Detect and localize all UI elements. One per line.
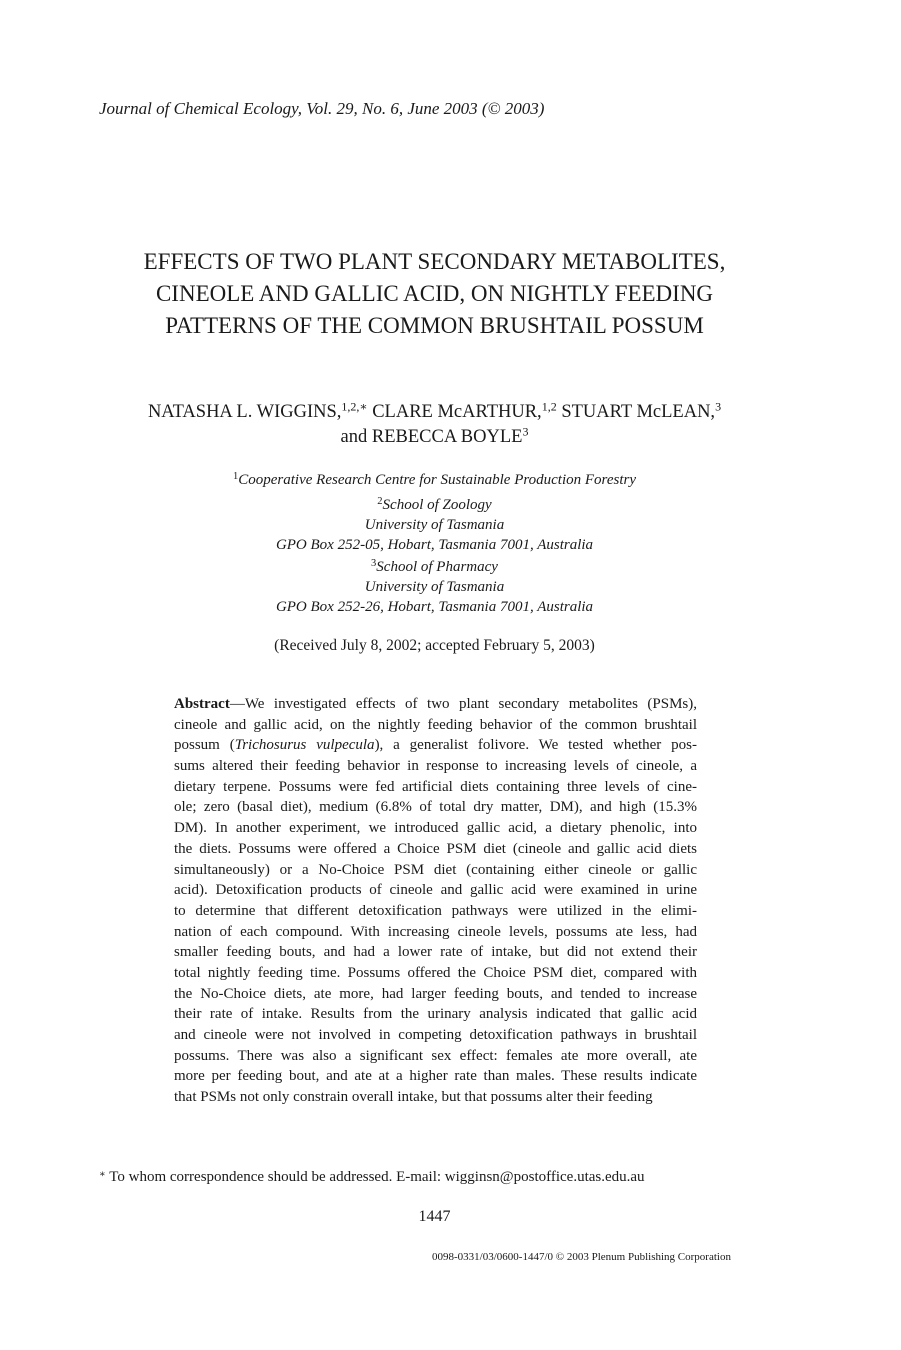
affiliation-3 bbox=[0, 557, 869, 617]
affiliation-text: School of Zoology bbox=[382, 497, 492, 513]
page-number: 1447 bbox=[418, 1208, 451, 1225]
abstract-line: smaller feeding bouts, and had a lower rate of intake, but did not extend their bbox=[174, 944, 697, 961]
abstract-line: ole; zero (basal diet), medium (6.8% of total dry matter, DM), and high (15.3% bbox=[174, 799, 697, 816]
abstract-line: acid). Detoxification products of cineole and gallic acid were examined in urine bbox=[174, 882, 697, 899]
copyright-line: 0098-0331/03/0600-1447/0 © 2003 Plenum Publishing Corporation bbox=[432, 1251, 731, 1263]
abstract-line: that PSMs not only constrain overall intake, but that possums alter their feeding bbox=[174, 1089, 653, 1106]
author-affiliation-mark: 3 bbox=[715, 399, 722, 414]
species-name: Trichosurus vulpecula bbox=[234, 737, 375, 754]
abstract-line: DM). In another experiment, we introduced gallic acid, a dietary phenolic, into bbox=[174, 820, 697, 837]
abstract-line: simultaneously) or a No-Choice PSM diet (containing either cineole or gallic bbox=[174, 861, 697, 878]
abstract-heading: Abstract bbox=[174, 696, 230, 712]
journal-citation: Journal of Chemical Ecology, Vol. 29, No. 6, June 2003 (© 2003) bbox=[99, 99, 545, 118]
affiliation-line: GPO Box 252-05, Hobart, Tasmania 7001, Australia bbox=[275, 537, 594, 553]
affiliation-line bbox=[0, 495, 869, 515]
received-dates: (Received July 8, 2002; accepted February 5, 2003) bbox=[274, 637, 595, 654]
abstract-line: to determine that different detoxification pathways were utilized in the elimi- bbox=[174, 902, 697, 919]
abstract-line: possums. There was also a significant sex effect: females ate more overall, ate bbox=[174, 1047, 697, 1064]
author-affiliation-mark: 3 bbox=[522, 424, 529, 439]
affiliation-text: Cooperative Research Centre for Sustainable Production Forestry bbox=[238, 472, 636, 488]
title-line: CINEOLE AND GALLIC ACID, ON NIGHTLY FEEDING bbox=[155, 281, 714, 306]
author-name: CLARE McARTHUR, bbox=[367, 402, 542, 422]
affiliation-line: University of Tasmania bbox=[364, 579, 505, 595]
abstract-line: total nightly feeding time. Possums offered the Choice PSM diet, compared with bbox=[174, 964, 697, 981]
footnote-text: To whom correspondence should be addressed. E-mail: wigginsn@postoffice.utas.edu.au bbox=[105, 1169, 645, 1185]
affiliation-text: School of Pharmacy bbox=[376, 559, 498, 575]
abstract-line: and cineole were not involved in competing detoxification pathways in brushtail bbox=[174, 1027, 697, 1043]
author-affiliation-mark: 1,2,∗ bbox=[341, 399, 368, 414]
abstract-line: dietary terpene. Possums were fed artificial diets containing three levels of cine- bbox=[174, 778, 697, 795]
abstract-text: —We investigated effects of two plant secondary metabolites (PSMs), bbox=[229, 696, 697, 712]
author-line bbox=[0, 425, 869, 450]
abstract-line: the No-Choice diets, ate more, had larger feeding bouts, and tended to increase bbox=[174, 985, 697, 1002]
title-line: EFFECTS OF TWO PLANT SECONDARY METABOLITES, bbox=[143, 249, 726, 274]
abstract-text: possum ( bbox=[174, 737, 235, 754]
abstract-line: nation of each compound. With increasing cineole levels, possums ate less, had bbox=[174, 923, 697, 940]
affiliation-line: GPO Box 252-26, Hobart, Tasmania 7001, Australia bbox=[275, 599, 594, 615]
affiliation-2 bbox=[0, 495, 869, 555]
author-name: NATASHA L. WIGGINS, bbox=[147, 402, 342, 422]
author-line bbox=[0, 400, 869, 425]
affiliation-line bbox=[0, 470, 869, 490]
abstract-line bbox=[174, 694, 697, 715]
paper-title bbox=[0, 246, 869, 342]
title-line: PATTERNS OF THE COMMON BRUSHTAIL POSSUM bbox=[165, 313, 704, 338]
abstract-line: cineole and gallic acid, on the nightly feeding behavior of the common brushtail bbox=[174, 716, 697, 733]
affiliation-line: University of Tasmania bbox=[364, 517, 505, 533]
abstract-line: sums altered their feeding behavior in response to increasing levels of cineole, a bbox=[174, 758, 697, 775]
affiliation-mark: 1 bbox=[233, 470, 239, 482]
abstract-line: the diets. Possums were offered a Choice PSM diet (cineole and gallic acid diets bbox=[174, 840, 697, 857]
author-affiliation-mark: 1,2 bbox=[541, 399, 557, 414]
correspondence-footnote bbox=[99, 1169, 645, 1186]
author-name: STUART McLEAN, bbox=[556, 402, 716, 422]
affiliation-line bbox=[0, 557, 869, 577]
abstract-text: ), a generalist folivore. We tested whether pos- bbox=[374, 737, 697, 754]
affiliation-mark: 3 bbox=[371, 557, 377, 569]
affiliation-1 bbox=[0, 470, 869, 490]
footnote-mark: ∗ bbox=[99, 1169, 106, 1180]
author-name: and REBECCA BOYLE bbox=[340, 427, 523, 447]
author-list bbox=[0, 400, 869, 450]
abstract bbox=[174, 694, 697, 1108]
affiliation-mark: 2 bbox=[377, 495, 383, 507]
abstract-line: more per feeding bout, and ate at a higher rate than males. These results indicate bbox=[174, 1068, 697, 1085]
abstract-line: their rate of intake. Results from the urinary analysis indicated that gallic acid bbox=[174, 1006, 697, 1023]
abstract-line bbox=[174, 735, 697, 756]
